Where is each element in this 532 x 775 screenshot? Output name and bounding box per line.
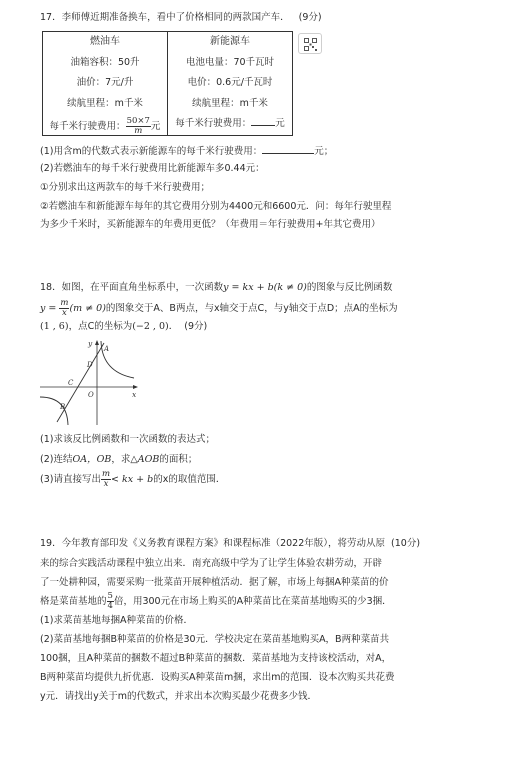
fuel-cost-fraction: [126, 117, 151, 136]
q18-sub2: [40, 454, 197, 466]
q17-sub2b-line2: 为多少千米时，买新能源车的年费用更低？（年费用＝年行驶费用+年其它费用）: [40, 219, 381, 230]
q18-sub3-inequality: < kx + b: [111, 474, 154, 485]
ev-cost-blank: [251, 116, 275, 126]
q17-sub2: (2)若燃油车的每千米行驶费用比新能源车多0.44元：: [40, 163, 265, 174]
point-c-label: C: [68, 379, 74, 387]
q19-sub1: (1)求菜苗基地每捆A种菜苗的价格．: [40, 615, 193, 626]
q18-point-c-coords: (−2 , 0): [132, 321, 169, 332]
fuel-tank-capacity: 油箱容积：50升: [70, 56, 140, 68]
x-axis-arrow-icon: [133, 385, 138, 389]
q18-line1-a: 18．如图，在平面直角坐标系中，一次函数: [40, 282, 224, 293]
ev-range: 续航里程：m千米: [192, 97, 268, 109]
q18-sub3-denominator: x: [103, 479, 109, 489]
fuel-cost-label: 每千米行驶费用：: [49, 121, 126, 132]
fuel-car-cell: [43, 32, 168, 136]
point-b-label: B: [60, 403, 66, 411]
q19-line4-denominator: 4: [107, 601, 113, 611]
q17-score: (9分): [298, 12, 322, 23]
q18-inverse-y: y =: [40, 303, 57, 314]
point-d-label: D: [87, 361, 93, 369]
q19-line4-b: 倍，用300元在市场上购买的A种菜苗比在菜苗基地购买的少3捆．: [113, 596, 392, 607]
q18-coordinate-graph: [38, 337, 143, 427]
q18-line1-b: 的图象与反比例函数: [306, 282, 393, 293]
q19-line4-a: 格是菜苗基地的: [40, 596, 107, 607]
q18-inverse-denominator: x: [62, 308, 67, 318]
q17-sub1: [40, 144, 333, 158]
y-axis-label: y: [88, 339, 93, 348]
fuel-cost-per-km: [43, 114, 167, 135]
ev-battery-capacity: 电池电量：70千瓦时: [185, 56, 275, 68]
ev-electricity-price: 电价：0.6元/千瓦时: [187, 77, 273, 88]
fuel-price: 油价：7元/升: [76, 77, 134, 88]
q19-line4-fraction: [107, 592, 114, 611]
q19-line4: [40, 592, 392, 611]
fuel-cost-denominator: m: [134, 126, 143, 136]
origin-label: O: [88, 391, 94, 399]
q18-linear-equation: y = kx + b(k ≠ 0): [223, 282, 307, 293]
q19-sub2-line1: (2)菜苗基地每捆B种菜苗的价格是30元．学校决定在菜苗基地购买A，B两种菜苗共: [40, 634, 390, 645]
q19-score: (10分): [391, 538, 421, 549]
ev-cost-per-km: [168, 114, 292, 135]
q18-line2: [40, 299, 398, 318]
q18-sub3-numerator: m: [101, 469, 111, 479]
qr-code-icon[interactable]: [298, 33, 322, 54]
q18-sub2-c: ，求: [111, 454, 131, 465]
q17-stem-text: 17．李师傅近期准备换车，看中了价格相同的两款国产车．: [40, 12, 290, 23]
point-a-label: A: [104, 345, 110, 353]
q18-point-a-coords: (1 , 6): [40, 321, 69, 332]
q17-sub1-text: (1)用含m的代数式表示新能源车的每千米行驶费用：: [40, 146, 263, 157]
q17-sub2b-line1: ②若燃油车和新能源车每年的其它费用分别为4400元和6600元．问：每年行驶里程: [40, 201, 392, 212]
q19-line4-numerator: 5: [107, 591, 113, 601]
q19-sub2-line4: y元．请找出y关于m的代数式，并求出本次购买最少花费多少钱．: [40, 691, 317, 702]
q17-sub2a: ①分别求出这两款车的每千米行驶费用；: [40, 182, 211, 193]
car-comparison-table: [42, 31, 293, 136]
q18-sub2-segments: OA，OB: [72, 454, 112, 465]
q18-sub2-e: 的面积；: [159, 454, 198, 465]
q19-line1-text: 19．今年教育部印发《义务教育课程方案》和课程标准（2022年版），将劳动从原: [40, 538, 386, 549]
q19-line2: 来的综合实践活动课程中独立出来．南充高级中学为了让学生体验农耕劳动，开辟: [40, 558, 383, 569]
q18-line2-rest: 的图象交于A、B两点，与x轴交于点C，与y轴交于点D；点A的坐标为: [105, 303, 398, 314]
q19-line3: 了一处耕种园，需要采购一批菜苗开展种植活动．据了解，市场上每捆A种菜苗的价: [40, 577, 389, 588]
q18-sub3-a: (3)请直接写出: [40, 474, 101, 485]
q18-sub2-a: (2)连结: [40, 454, 73, 465]
q17-stem: [40, 12, 322, 24]
q18-sub3-c: 的x的取值范围．: [153, 474, 226, 485]
fuel-car-header: 燃油车: [90, 36, 120, 47]
x-axis-label: x: [132, 390, 137, 399]
q19-sub2-line3: B两种菜苗均提供九折优惠．设购买A种菜苗m捆，求出m的范围．设本次购买共花费: [40, 672, 395, 683]
fuel-cost-unit: 元: [150, 121, 161, 132]
fuel-range: 续航里程：m千米: [67, 97, 143, 109]
q18-inverse-condition: (m ≠ 0): [69, 303, 106, 314]
q18-line3: [40, 321, 207, 333]
q18-sub3-fraction: [101, 470, 111, 489]
q18-line3-d: ．: [168, 321, 179, 332]
ev-cost-label: 每千米行驶费用：: [175, 118, 252, 129]
q18-sub3: [40, 470, 225, 489]
q18-inverse-fraction: [59, 299, 69, 318]
q17-sub1-tail: 元；: [314, 146, 334, 157]
fuel-cost-numerator: 50×7: [126, 116, 150, 126]
q18-score: (9分): [184, 321, 208, 332]
q19-line1: [40, 538, 420, 550]
q18-sub1: (1)求该反比例函数和一次函数的表达式；: [40, 434, 215, 445]
q18-line3-b: ，点C的坐标为: [68, 321, 133, 332]
q18-sub2-triangle: △AOB: [130, 454, 160, 465]
y-axis-arrow-icon: [95, 340, 99, 345]
ev-car-cell: [168, 32, 293, 136]
q18-line1: [40, 282, 392, 294]
q18-inverse-numerator: m: [60, 298, 69, 308]
ev-cost-unit: 元: [275, 118, 285, 129]
q17-sub1-blank: [262, 144, 314, 154]
ev-car-header: 新能源车: [210, 36, 250, 47]
q19-sub2-line2: 100捆，且A种菜苗的捆数不超过B种菜苗的捆数．菜苗基地为支持该校活动，对A，: [40, 653, 392, 664]
